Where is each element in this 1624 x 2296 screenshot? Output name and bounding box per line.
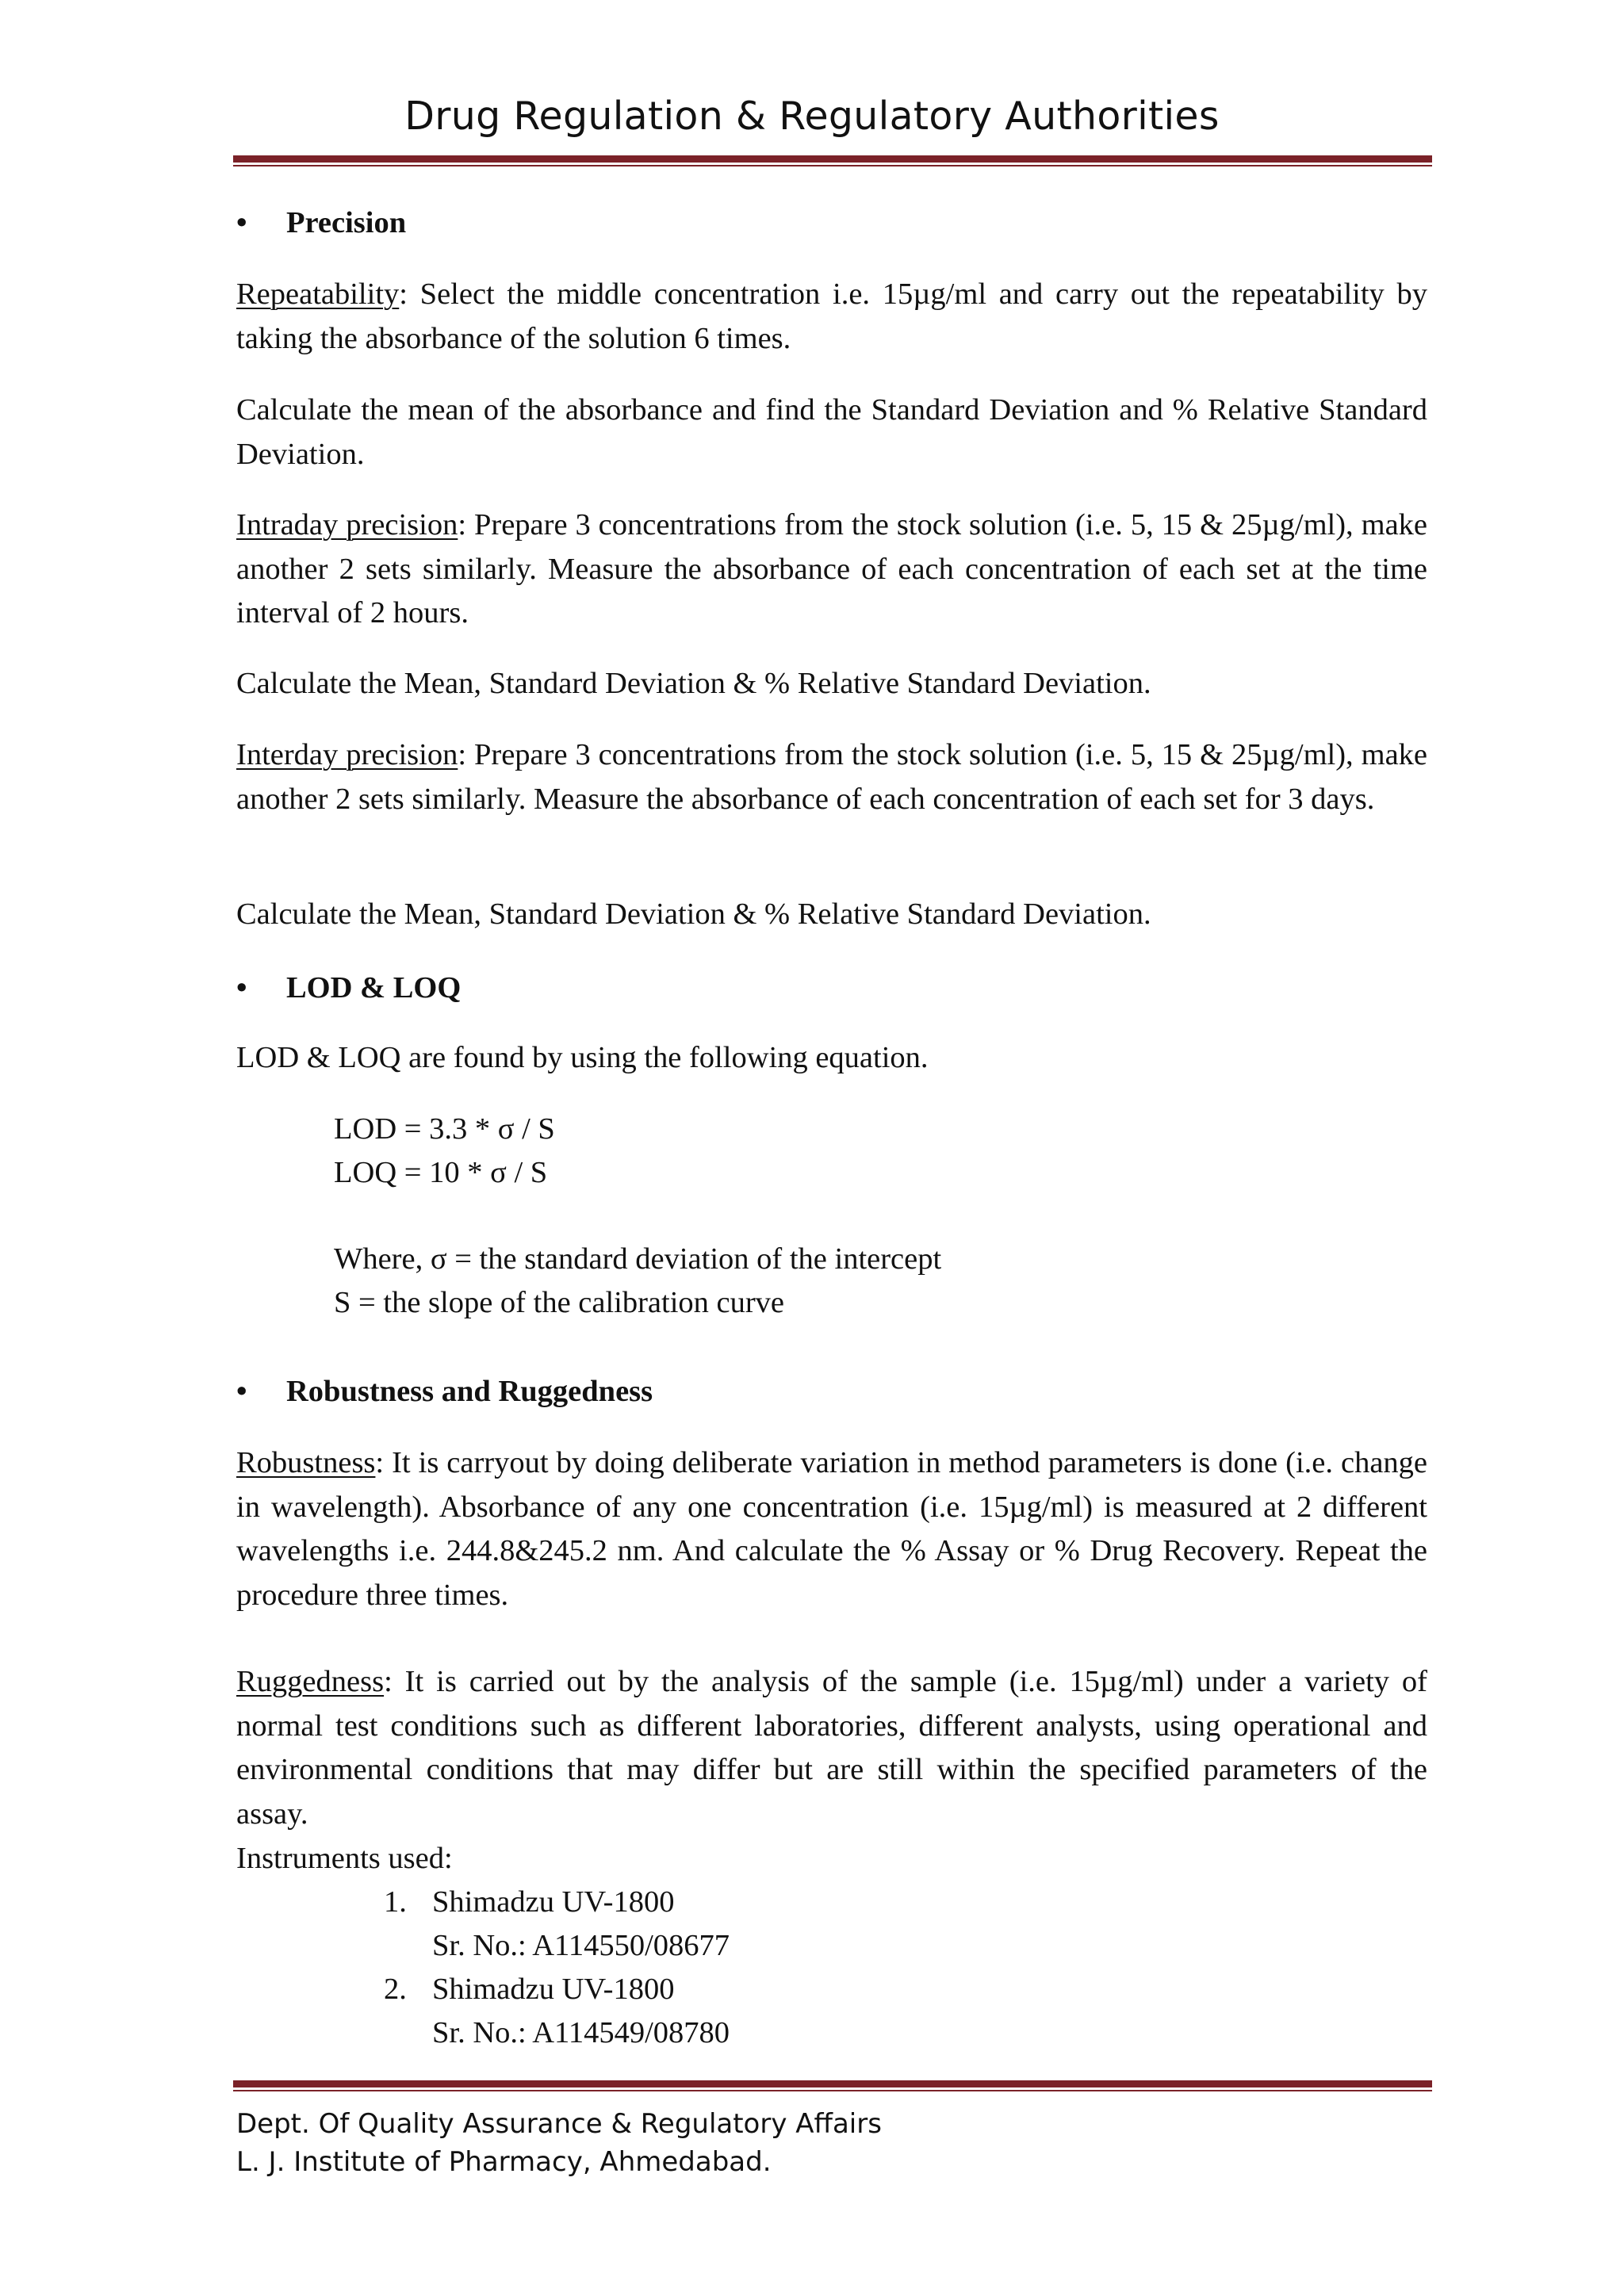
paragraph-interday-calc — [236, 893, 1427, 937]
instrument-2-name: Shimadzu UV-1800 — [432, 1973, 675, 2006]
instrument-1-number: 1. — [384, 1885, 407, 1919]
paragraph-repeatability — [236, 273, 1427, 361]
interday-text: : Prepare 3 concentrations from the stock solution (i.e. 5, 15 & 25µg/ml), make another 2 sets similarly. Measure the absorbance of each concentration of each set for 3 days. — [236, 738, 1427, 816]
term-repeatability: Repeatability — [236, 277, 400, 311]
footer-department: Dept. Of Quality Assurance & Regulatory Affairs — [236, 2108, 882, 2140]
equation-loq: LOQ = 10 * σ / S — [334, 1156, 548, 1189]
ruggedness-text: : It is carried out by the analysis of the sample (i.e. 15µg/ml) under a variety of normal test conditions such as different laboratories, different analysts, using operational and environmental conditions that may differ but are still within the specified parameters of the assay. — [236, 1665, 1427, 1831]
paragraph-robustness — [236, 1441, 1427, 1617]
intraday-calc-text: Calculate the Mean, Standard Deviation & % Relative Standard Deviation. — [236, 667, 1151, 700]
term-interday-precision: Interday precision — [236, 738, 458, 771]
paragraph-repeatability-calc — [236, 388, 1427, 476]
interday-calc-text: Calculate the Mean, Standard Deviation & % Relative Standard Deviation. — [236, 897, 1151, 931]
footer-institute: L. J. Institute of Pharmacy, Ahmedabad. — [236, 2146, 772, 2178]
repeatability-calc-text: Calculate the mean of the absorbance and find the Standard Deviation and % Relative Standard Deviation. — [236, 393, 1427, 471]
lod-loq-intro: LOD & LOQ are found by using the following equation. — [236, 1041, 929, 1074]
where-s: S = the slope of the calibration curve — [334, 1286, 785, 1319]
term-ruggedness: Ruggedness — [236, 1665, 385, 1698]
where-sigma: Where, σ = the standard deviation of the intercept — [334, 1242, 942, 1276]
instrument-1-serial: Sr. No.: A114550/08677 — [432, 1929, 730, 1962]
instruments-label: Instruments used: — [236, 1842, 453, 1875]
heading-label: LOD & LOQ — [286, 971, 462, 1004]
heading-label: Robustness and Ruggedness — [286, 1375, 653, 1408]
term-intraday-precision: Intraday precision — [236, 508, 458, 541]
bullet-icon: • — [236, 206, 247, 239]
paragraph-intraday — [236, 503, 1427, 636]
instrument-1-name: Shimadzu UV-1800 — [432, 1885, 675, 1919]
paragraph-ruggedness — [236, 1660, 1427, 1836]
footer-rule-thick — [233, 2080, 1432, 2087]
heading-label: Precision — [286, 206, 407, 239]
repeatability-text: : Select the middle concentration i.e. 15µg/ml and carry out the repeatability by taking the absorbance of the solution 6 times. — [236, 277, 1427, 355]
header-title: Drug Regulation & Regulatory Authorities — [404, 94, 1220, 139]
robustness-text: : It is carryout by doing deliberate variation in method parameters is done (i.e. change in wavelength). Absorbance of any one concentration (i.e. 15µg/ml) is measured at 2 different wavelengths i.e. 244.8&245.2 nm. And calculate the % Assay or % Drug Recovery. Repeat the procedure three times. — [236, 1446, 1427, 1612]
header-rule-thick — [233, 155, 1432, 163]
instrument-2-number: 2. — [384, 1973, 407, 2006]
intraday-text: : Prepare 3 concentrations from the stock solution (i.e. 5, 15 & 25µg/ml), make another 2 sets similarly. Measure the absorbance of each concentration of each set at the time interval of 2 hours. — [236, 508, 1427, 629]
equation-lod: LOD = 3.3 * σ / S — [334, 1112, 555, 1146]
bullet-icon: • — [236, 971, 247, 1004]
header-rule-thin — [233, 165, 1432, 166]
paragraph-interday — [236, 733, 1427, 821]
instrument-2-serial: Sr. No.: A114549/08780 — [432, 2016, 730, 2049]
footer-rule-thin — [233, 2090, 1432, 2091]
term-robustness: Robustness — [236, 1446, 376, 1479]
paragraph-intraday-calc — [236, 662, 1427, 706]
bullet-icon: • — [236, 1375, 247, 1408]
